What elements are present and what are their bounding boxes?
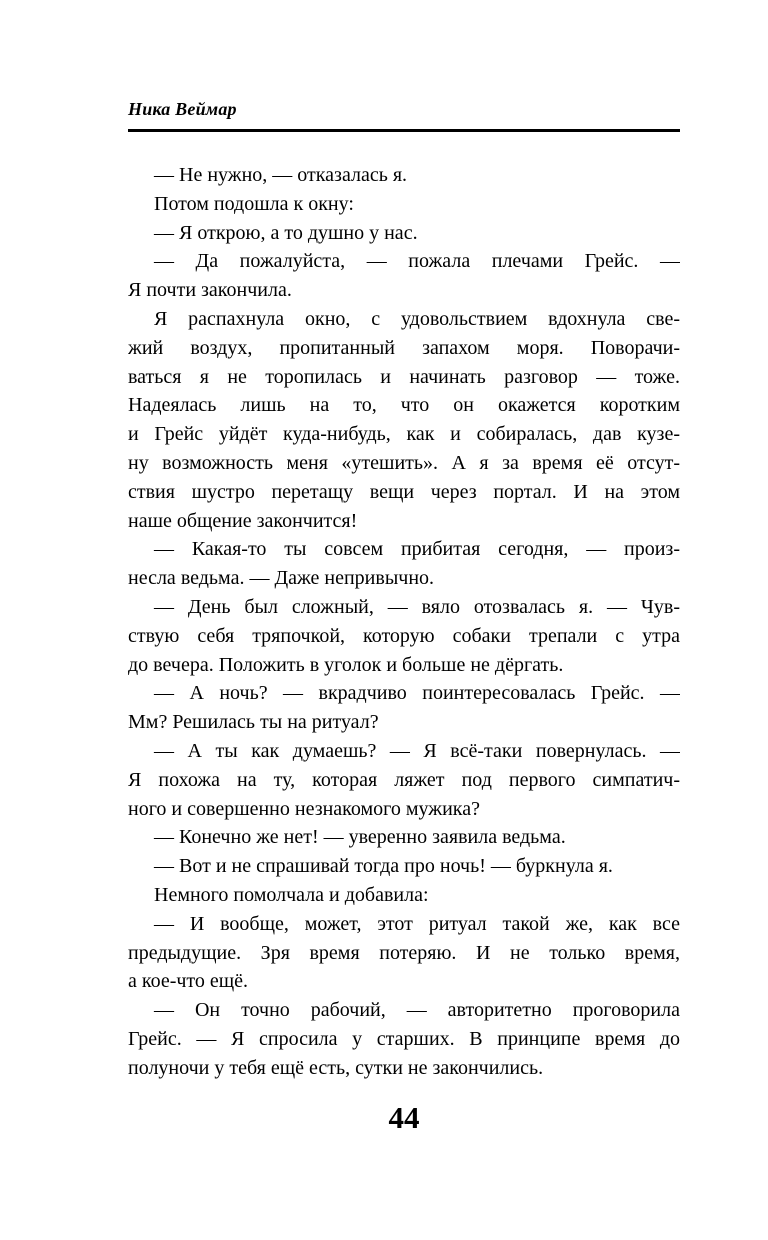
text-line: Я похожа на ту, которая ляжет под первого симпатич- — [128, 768, 680, 791]
text-line: а кое-что ещё. — [128, 970, 249, 993]
text-line: предыдущие. Зря время потеряю. И не только время, — [128, 941, 680, 964]
text-line: — А ночь? — вкрадчиво поинтересовалась Грейс. — — [154, 682, 680, 705]
text-line: Грейс. — Я спросила у старших. В принципе время до — [128, 1027, 680, 1050]
text-line: — Он точно рабочий, — авторитетно проговорила — [154, 999, 680, 1022]
text-line: Я распахнула окно, с удовольствием вдохнула све- — [154, 307, 680, 330]
text-line: несла ведьма. — Даже непривычно. — [128, 567, 435, 590]
text-line: ствую себя тряпочкой, которую собаки трепали с утра — [128, 624, 680, 647]
text-line: — Вот и не спрашивай тогда про ночь! — буркнула я. — [154, 855, 613, 878]
text-line: — День был сложный, — вяло отозвалась я. — Чув- — [154, 595, 680, 618]
text-line: Мм? Решилась ты на ритуал? — [128, 711, 379, 734]
page-text — [128, 161, 680, 1083]
text-line: ну возможность меня «утешить». А я за время её отсут- — [128, 451, 680, 474]
text-line: полуночи у тебя ещё есть, сутки не закончились. — [128, 1056, 544, 1079]
page-number: 44 — [388, 1100, 420, 1135]
text-line: наше общение закончится! — [128, 509, 358, 532]
text-line: ствия шустро перетащу вещи через портал. И на этом — [128, 480, 680, 503]
text-line: — Какая-то ты совсем прибитая сегодня, — произ- — [154, 538, 680, 561]
text-line: Потом подошла к окну: — [154, 192, 354, 215]
text-line: — Не нужно, — отказалась я. — [154, 164, 408, 186]
text-line: ваться я не торопилась и начинать разговор — тоже. — [128, 365, 680, 388]
text-line: — Конечно же нет! — уверенно заявила ведьма. — [154, 826, 566, 849]
text-line: — Я открою, а то душно у нас. — [154, 221, 418, 244]
header-rule — [128, 129, 680, 132]
text-line: и Грейс уйдёт куда-нибудь, как и собиралась, дав кузе- — [128, 423, 680, 446]
text-line: Я почти закончила. — [128, 279, 292, 302]
text-line: — А ты как думаешь? — Я всё-таки повернулась. — — [154, 739, 680, 762]
text-line: — Да пожалуйста, — пожала плечами Грейс. — — [154, 250, 680, 273]
text-line: — И вообще, может, этот ритуал такой же, как все — [154, 912, 680, 935]
text-line: до вечера. Положить в уголок и больше не дёргать. — [128, 653, 564, 676]
text-line: жий воздух, пропитанный запахом моря. Поворачи- — [128, 336, 680, 359]
text-line: ного и совершенно незнакомого мужика? — [128, 797, 480, 820]
text-line: Немного помолчала и добавила: — [154, 883, 429, 906]
running-header-author: Ника Веймар — [128, 99, 237, 119]
text-line: Надеялась лишь на то, что он окажется коротким — [128, 394, 680, 417]
